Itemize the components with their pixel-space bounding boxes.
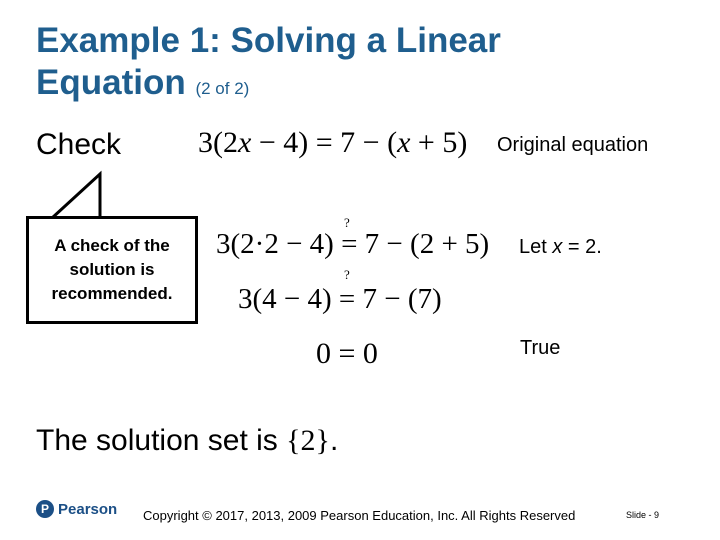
title-line-1: Example 1: Solving a Linear: [36, 21, 501, 60]
title-equation-word: Equation: [36, 63, 186, 102]
question-mark-1: ?: [344, 215, 350, 230]
solution-prefix: The solution set is: [36, 424, 278, 457]
callout-box: [26, 216, 198, 324]
check-label: Check: [36, 128, 122, 161]
solution-suffix: .: [329, 424, 339, 457]
original-equation: 3(2x − 4) = 7 − (x + 5): [198, 126, 468, 159]
solution-set: {2}: [286, 424, 330, 457]
note-let-variable: x: [552, 236, 563, 258]
slide-number: Slide - 9: [626, 510, 660, 520]
title-part-indicator: (2 of 2): [195, 79, 250, 98]
copyright-footer: Copyright © 2017, 2013, 2009 Pearson Education, Inc. All Rights Reserved: [143, 508, 576, 523]
solution-statement: [36, 424, 338, 458]
pearson-logo-text: Pearson: [58, 500, 118, 518]
question-mark-2: ?: [344, 267, 350, 282]
note-true: True: [520, 337, 561, 359]
result-equation: 0 = 0: [316, 337, 378, 370]
substituted-equation: 3(2·2 − 4) = 7 − (2 + 5): [216, 228, 490, 260]
note-original-equation: Original equation: [497, 134, 649, 156]
simplified-equation: 3(4 − 4) = 7 − (7): [238, 283, 442, 315]
pearson-logo-icon: P: [36, 500, 54, 518]
note-let-suffix: = 2.: [562, 236, 602, 258]
pearson-logo: [36, 500, 117, 518]
callout-text: A check of the solution is recommended.: [51, 236, 173, 303]
note-let-prefix: Let: [519, 236, 553, 258]
